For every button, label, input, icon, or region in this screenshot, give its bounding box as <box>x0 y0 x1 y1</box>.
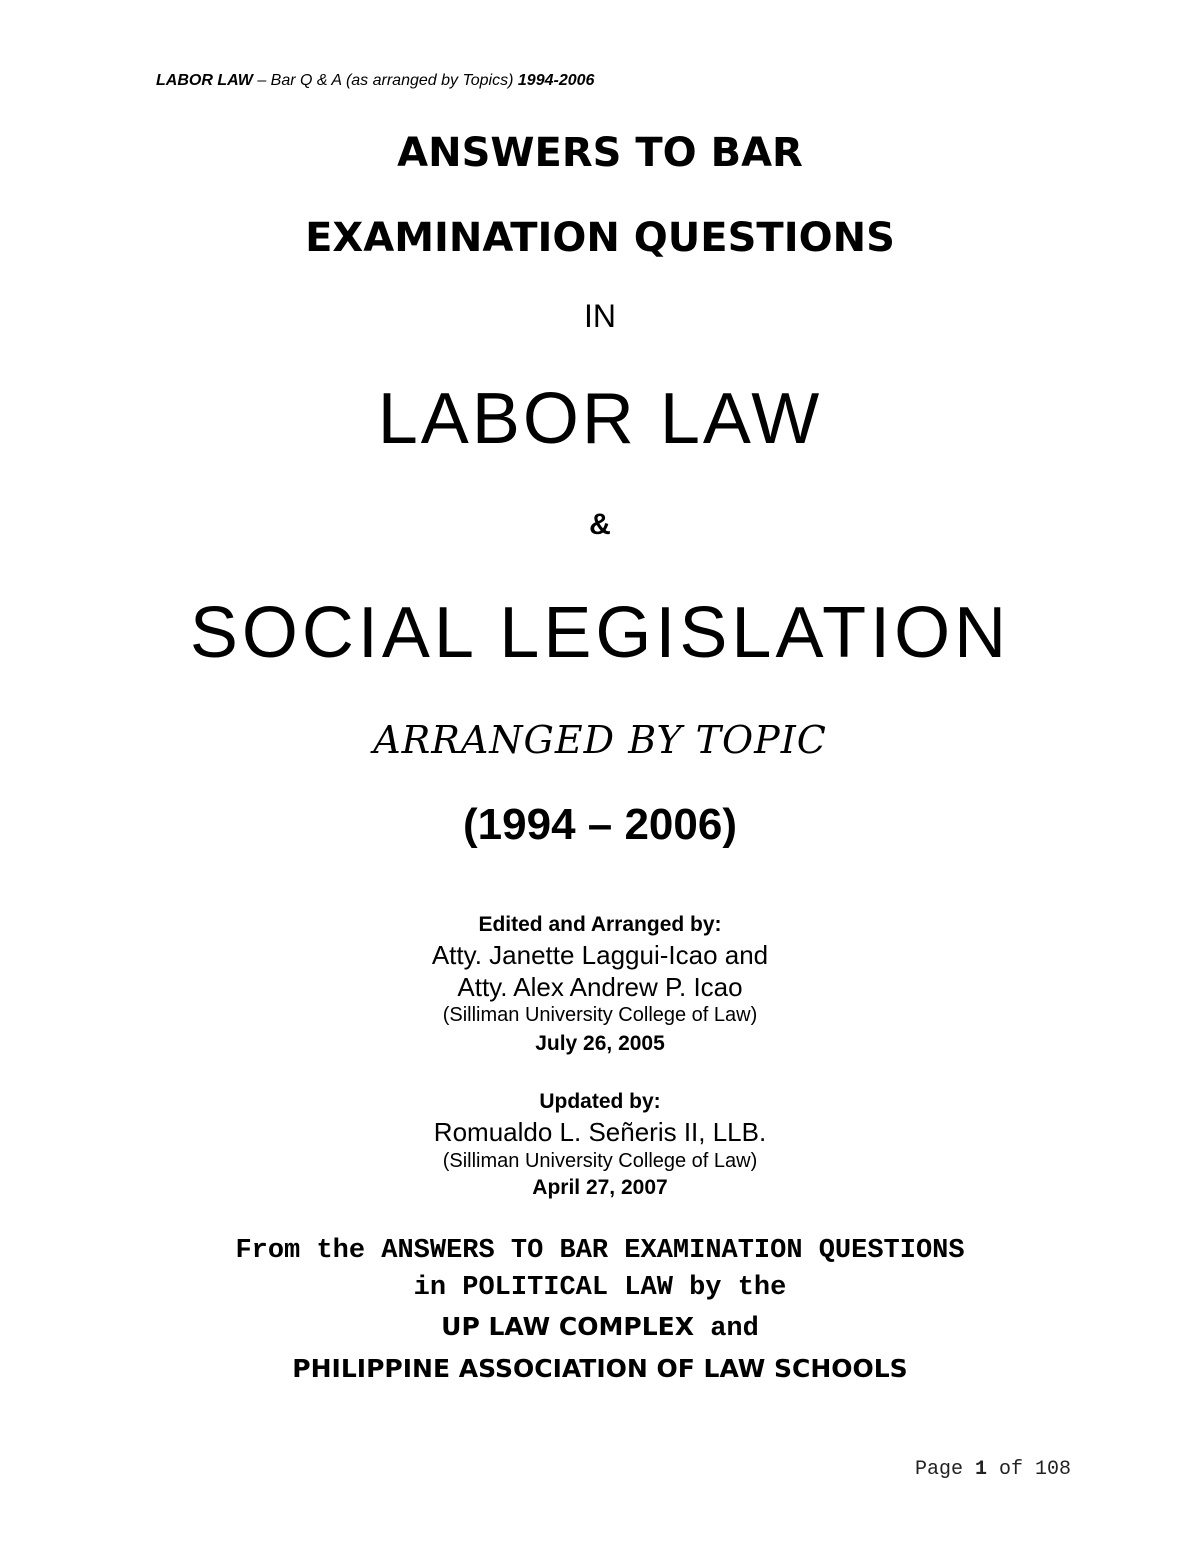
updater-name: Romualdo L. Señeris II, LLB. <box>433 1117 767 1147</box>
title-line-2: EXAMINATION QUESTIONS <box>305 215 895 261</box>
title-labor-law: LABOR LAW <box>377 379 823 459</box>
updated-institution: (Silliman University College of Law) <box>442 1150 758 1172</box>
header-subject: LABOR LAW <box>156 72 253 89</box>
page-number-footer <box>915 1458 1071 1481</box>
current-page: 1 <box>975 1458 988 1481</box>
page-label: Page <box>915 1458 976 1481</box>
title-ampersand: & <box>589 508 611 541</box>
source-org-up-law: UP LAW COMPLEX <box>441 1312 695 1341</box>
editor-2: Atty. Alex Andrew P. Icao <box>457 972 743 1002</box>
title-line-1: ANSWERS TO BAR <box>397 130 803 176</box>
header-years: 1994-2006 <box>517 72 595 89</box>
edited-date: July 26, 2005 <box>535 1032 665 1055</box>
updated-date: April 27, 2007 <box>532 1176 668 1199</box>
edited-institution: (Silliman University College of Law) <box>442 1004 758 1026</box>
header-subtitle: – Bar Q & A (as arranged by Topics) <box>252 72 518 89</box>
title-year-range: (1994 – 2006) <box>463 800 737 849</box>
title-in: IN <box>584 298 616 334</box>
total-pages: 108 <box>1035 1458 1072 1481</box>
source-line-1: From the ANSWERS TO BAR EXAMINATION QUESTIONS <box>235 1236 965 1266</box>
of-label: of <box>987 1458 1036 1481</box>
source-and: and <box>694 1314 759 1344</box>
running-header <box>156 72 594 90</box>
updated-label: Updated by: <box>539 1090 661 1113</box>
title-arranged-by-topic: ARRANGED BY TOPIC <box>373 718 827 762</box>
source-line-3 <box>0 1312 1200 1344</box>
title-social-legislation: SOCIAL LEGISLATION <box>189 593 1011 673</box>
source-line-4: PHILIPPINE ASSOCIATION OF LAW SCHOOLS <box>292 1354 908 1383</box>
editor-1: Atty. Janette Laggui-Icao and <box>431 940 769 970</box>
edited-label: Edited and Arranged by: <box>478 913 722 936</box>
source-line-2: in POLITICAL LAW by the <box>413 1273 787 1303</box>
